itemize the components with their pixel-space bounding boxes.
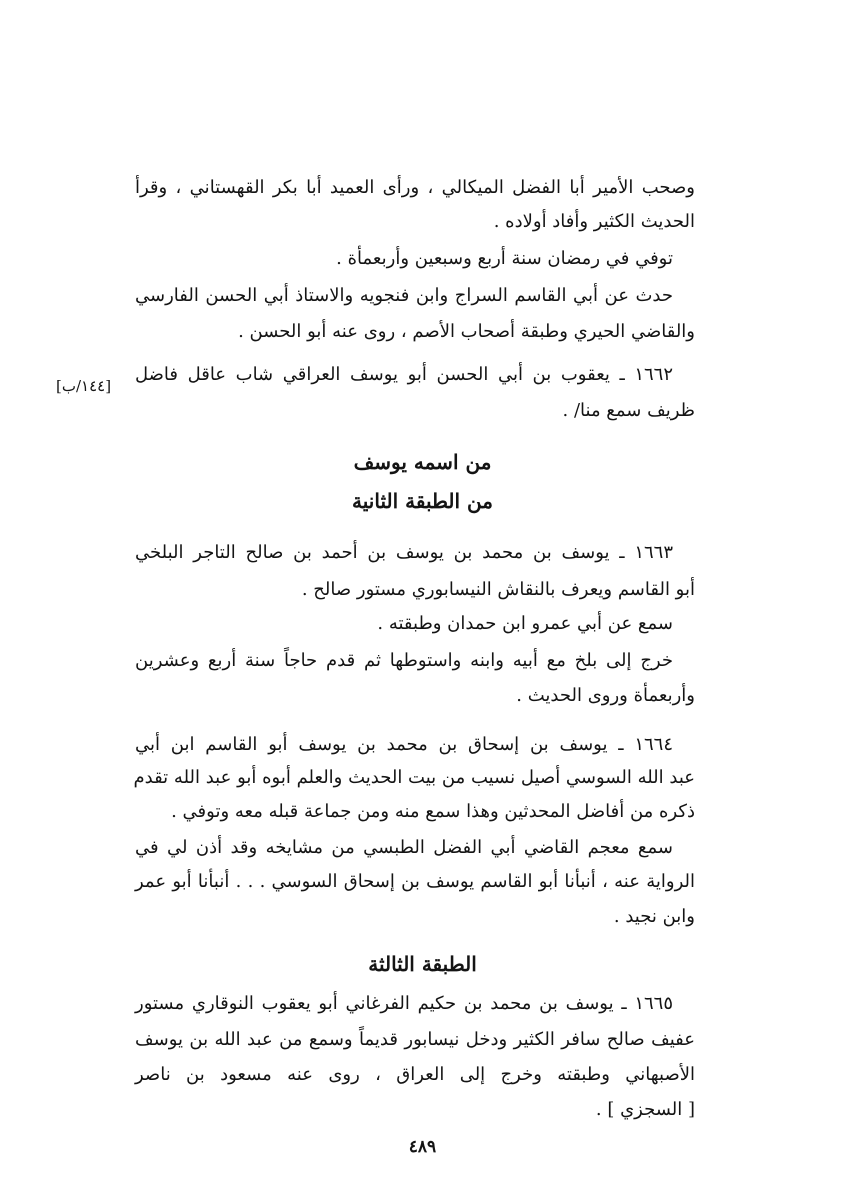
text-line: ظريف سمع منا/ . [562,400,695,421]
text-line: عبد الله السوسي أصيل نسيب من بيت الحديث والعلم أبوه أبو عبد الله تقدم [133,767,695,788]
entry-1662-line: ١٦٦٢ ـ يعقوب بن أبي الحسن أبو يوسف العراقي شاب عاقل فاضل [135,364,673,385]
text-line: والقاضي الحيري وطبقة أصحاب الأصم ، روى عنه أبو الحسن . [238,321,695,342]
text-line: الأصبهاني وطبقته وخرج إلى العراق ، روى عنه مسعود بن ناصر [135,1064,695,1085]
text-line: ذكره من أفاضل المحدثين وهذا سمع منه ومن جماعة قبله معه وتوفي . [171,801,695,822]
text-line: [ السجزي ] . [595,1099,695,1120]
text-line: الحديث الكثير وأفاد أولاده . [493,211,695,232]
text-line: توفي في رمضان سنة أربع وسبعين وأربعمأة . [336,248,673,269]
text-line: سمع عن أبي عمرو ابن حمدان وطبقته . [377,613,673,634]
entry-1664-line: ١٦٦٤ ـ يوسف بن إسحاق بن محمد بن يوسف أبو القاسم ابن أبي [135,734,673,755]
text-line: عفيف صالح سافر الكثير ودخل نيسابور قديماً وسمع من عبد الله بن يوسف [135,1029,695,1050]
text-line: وصحب الأمير أبا الفضل الميكالي ، ورأى العميد أبا بكر القهستاني ، وقرأ [135,177,695,198]
text-line: خرج إلى بلخ مع أبيه وابنه واستوطها ثم قدم حاجاً سنة أربع وعشرين [135,650,673,671]
text-line: حدث عن أبي القاسم السراج وابن فنجويه والاستاذ أبي الحسن الفارسي [135,285,673,306]
entry-1665-line: ١٦٦٥ ـ يوسف بن محمد بن حكيم الفرغاني أبو يعقوب النوقاري مستور [135,993,673,1014]
text-line: وأربعمأة وروى الحديث . [516,685,695,706]
text-line: الرواية عنه ، أنبأنا أبو القاسم يوسف بن إسحاق السوسي . . . أنبأنا أبو عمر [135,871,695,892]
margin-folio-note: [١٤٤/ب] [56,377,112,395]
entry-1663-line: ١٦٦٣ ـ يوسف بن محمد بن يوسف بن أحمد بن صالح التاجر البلخي [135,542,673,563]
page-number: ٤٨٩ [408,1137,437,1157]
section-heading: من اسمه يوسف [353,450,492,474]
section-subheading: من الطبقة الثانية [352,489,493,513]
section-heading-third-tier: الطبقة الثالثة [368,952,477,976]
text-line: سمع معجم القاضي أبي الفضل الطبسي من مشايخه وقد أذن لي في [135,837,673,858]
text-line: أبو القاسم ويعرف بالنقاش النيسابوري مستور صالح . [301,579,695,600]
text-line: وابن نجيد . [613,906,695,927]
